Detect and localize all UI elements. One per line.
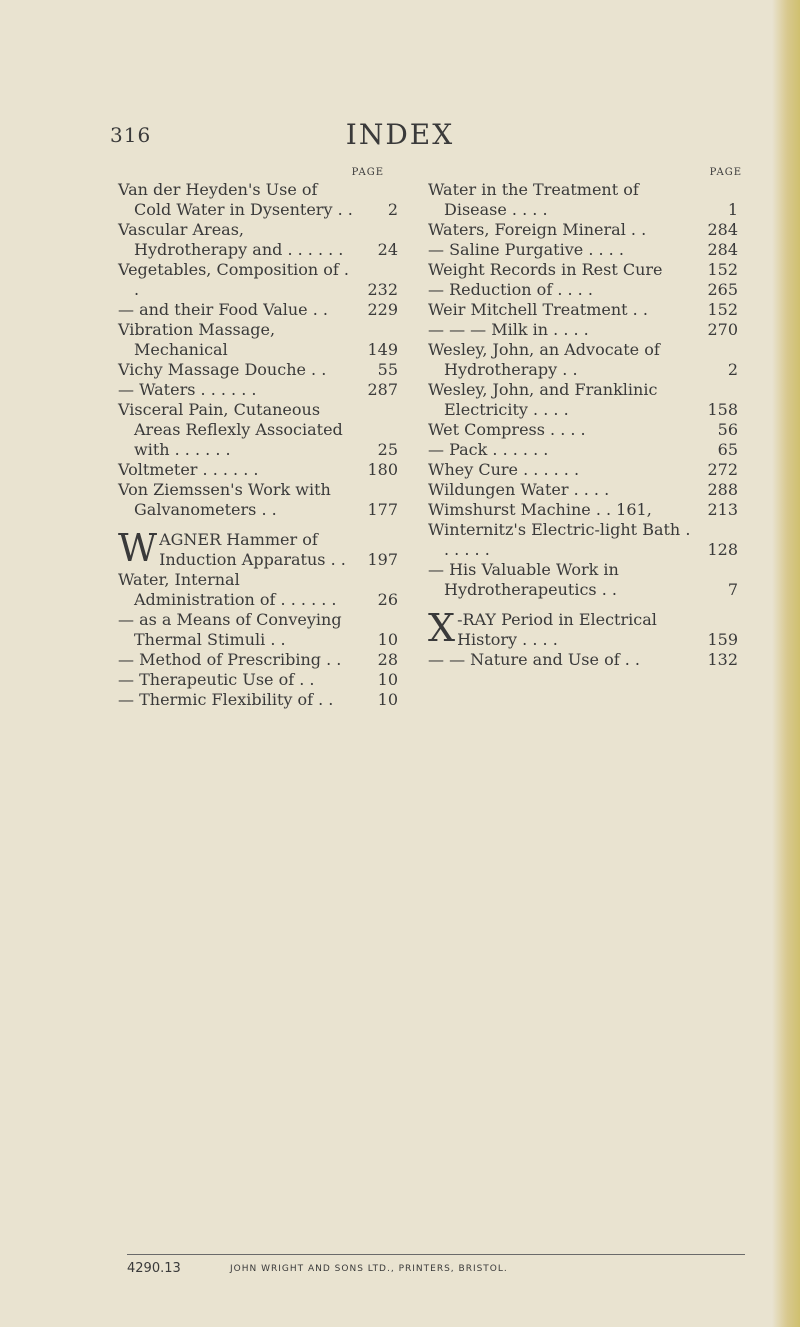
entry-page: 10 <box>377 690 398 709</box>
entry-page: 197 <box>367 550 398 569</box>
page-number: 316 <box>110 123 152 147</box>
entry-page: 132 <box>707 650 738 669</box>
entry-text: Voltmeter . . . . . . <box>118 460 259 479</box>
footer-printer: JOHN WRIGHT AND SONS LTD., PRINTERS, BRISTOL. <box>230 1264 508 1274</box>
index-entry <box>428 460 738 480</box>
entry-page: 10 <box>377 670 398 689</box>
index-entry <box>428 380 738 420</box>
entry-text: — Method of Prescribing . . <box>118 650 342 669</box>
entry-page: 149 <box>367 340 398 359</box>
entry-text: Water, Internal Administration of . . . . . . <box>118 570 337 609</box>
section-gap <box>428 600 738 610</box>
entry-text: AGNER Hammer of Induction Apparatus . . <box>159 530 346 569</box>
index-entry <box>118 360 398 380</box>
entry-page: 265 <box>707 280 738 299</box>
index-entry <box>118 380 398 400</box>
index-entry <box>428 260 738 280</box>
entry-text: Weir Mitchell Treatment . . <box>428 300 648 319</box>
index-entry <box>118 690 398 710</box>
entry-page: 7 <box>727 580 738 599</box>
index-entry <box>118 526 398 570</box>
index-entry <box>428 520 738 560</box>
entry-page: 55 <box>377 360 398 379</box>
entry-text: Von Ziemssen's Work with Galvanometers . . <box>118 480 331 519</box>
entry-text: -RAY Period in Electrical History . . . . <box>457 610 657 649</box>
entry-page: 1 <box>727 200 738 219</box>
entry-text: — and their Food Value . . <box>118 300 328 319</box>
right-entry-list-x <box>428 650 738 670</box>
left-entry-list <box>118 180 398 520</box>
entry-page: 272 <box>707 460 738 479</box>
index-entry <box>118 320 398 360</box>
entry-text: Wesley, John, an Advocate of Hydrotherapy . . <box>428 340 660 379</box>
entry-page: 159 <box>707 630 738 649</box>
index-entry <box>118 260 398 300</box>
entry-page: 232 <box>367 280 398 299</box>
right-column <box>428 166 742 670</box>
entry-text: Wimshurst Machine . . 161, <box>428 500 652 519</box>
entry-page: 10 <box>377 630 398 649</box>
right-entry-list <box>428 180 738 600</box>
entry-page: 152 <box>707 260 738 279</box>
index-entry <box>428 560 738 600</box>
entry-text: Water in the Treatment of Disease . . . . <box>428 180 639 219</box>
entry-text: — as a Means of Conveying Thermal Stimuli . . <box>118 610 342 649</box>
entry-page: 65 <box>717 440 738 459</box>
entry-page: 288 <box>707 480 738 499</box>
entry-text: — — — Milk in . . . . <box>428 320 589 339</box>
entry-text: Whey Cure . . . . . . <box>428 460 580 479</box>
entry-text: — Reduction of . . . . <box>428 280 593 299</box>
index-entry <box>428 320 738 340</box>
entry-text: Van der Heyden's Use of Cold Water in Dysentery . . <box>118 180 353 219</box>
left-entry-list-w <box>118 570 398 710</box>
page-title: INDEX <box>345 118 455 151</box>
entry-text: Waters, Foreign Mineral . . <box>428 220 647 239</box>
entry-text: Visceral Pain, Cutaneous Areas Reflexly Associated with . . . . . . <box>118 400 343 459</box>
entry-page: 2 <box>727 360 738 379</box>
section-dropcap: X <box>428 606 456 650</box>
entry-page: 213 <box>707 500 738 519</box>
entry-page: 26 <box>377 590 398 609</box>
entry-text: — Therapeutic Use of . . <box>118 670 315 689</box>
section-gap <box>118 520 398 530</box>
entry-text: — — Nature and Use of . . <box>428 650 640 669</box>
entry-page: 128 <box>707 540 738 559</box>
entry-page: 56 <box>717 420 738 439</box>
entry-text: Vascular Areas, Hydrotherapy and . . . . . . <box>118 220 344 259</box>
entry-text: Vegetables, Composition of . . <box>118 260 349 299</box>
entry-text: — Pack . . . . . . <box>428 440 549 459</box>
entry-text: — Saline Purgative . . . . <box>428 240 624 259</box>
entry-text: Winternitz's Electric-light Bath . . . . . . <box>428 520 691 559</box>
page-column-label: PAGE <box>709 167 742 178</box>
index-entry <box>118 650 398 670</box>
entry-page: 180 <box>367 460 398 479</box>
entry-text: Vichy Massage Douche . . <box>118 360 327 379</box>
entry-page: 284 <box>707 220 738 239</box>
index-entry <box>118 480 398 520</box>
index-entry <box>118 460 398 480</box>
index-entry <box>118 300 398 320</box>
index-entry <box>428 650 738 670</box>
entry-text: Wildungen Water . . . . <box>428 480 610 499</box>
entry-page: 270 <box>707 320 738 339</box>
index-entry <box>118 570 398 610</box>
index-entry <box>428 220 738 240</box>
entry-text: Weight Records in Rest Cure <box>428 260 663 279</box>
entry-page: 158 <box>707 400 738 419</box>
index-entry <box>428 440 738 460</box>
entry-text: Wet Compress . . . . <box>428 420 586 439</box>
entry-text: Wesley, John, and Franklinic Electricity . . . . <box>428 380 658 419</box>
section-dropcap: W <box>118 526 158 570</box>
left-column <box>118 166 398 710</box>
entry-text: — Thermic Flexibility of . . <box>118 690 334 709</box>
index-entry <box>428 420 738 440</box>
entry-text: Vibration Massage, Mechanical <box>118 320 276 359</box>
index-entry <box>428 606 738 650</box>
entry-page: 284 <box>707 240 738 259</box>
entry-page: 152 <box>707 300 738 319</box>
page-edge-shadow <box>772 0 800 1327</box>
index-entry <box>428 500 738 520</box>
page-column-label: PAGE <box>351 167 384 178</box>
index-entry <box>118 220 398 260</box>
index-entry <box>428 340 738 380</box>
index-entry <box>428 300 738 320</box>
index-entry <box>118 610 398 650</box>
entry-page: 287 <box>367 380 398 399</box>
footer-rule <box>127 1254 745 1255</box>
entry-text: — His Valuable Work in Hydrotherapeutics . . <box>428 560 619 599</box>
entry-page: 177 <box>367 500 398 519</box>
index-entry <box>118 180 398 220</box>
entry-page: 25 <box>377 440 398 459</box>
index-entry <box>428 480 738 500</box>
index-entry <box>428 280 738 300</box>
entry-text: — Waters . . . . . . <box>118 380 257 399</box>
footer-code: 4290.13 <box>127 1261 181 1276</box>
index-entry <box>428 240 738 260</box>
index-entry <box>118 400 398 460</box>
entry-page: 2 <box>387 200 398 219</box>
index-entry <box>428 180 738 220</box>
entry-page: 28 <box>377 650 398 669</box>
index-entry <box>118 670 398 690</box>
entry-page: 24 <box>377 240 398 259</box>
entry-page: 229 <box>367 300 398 319</box>
